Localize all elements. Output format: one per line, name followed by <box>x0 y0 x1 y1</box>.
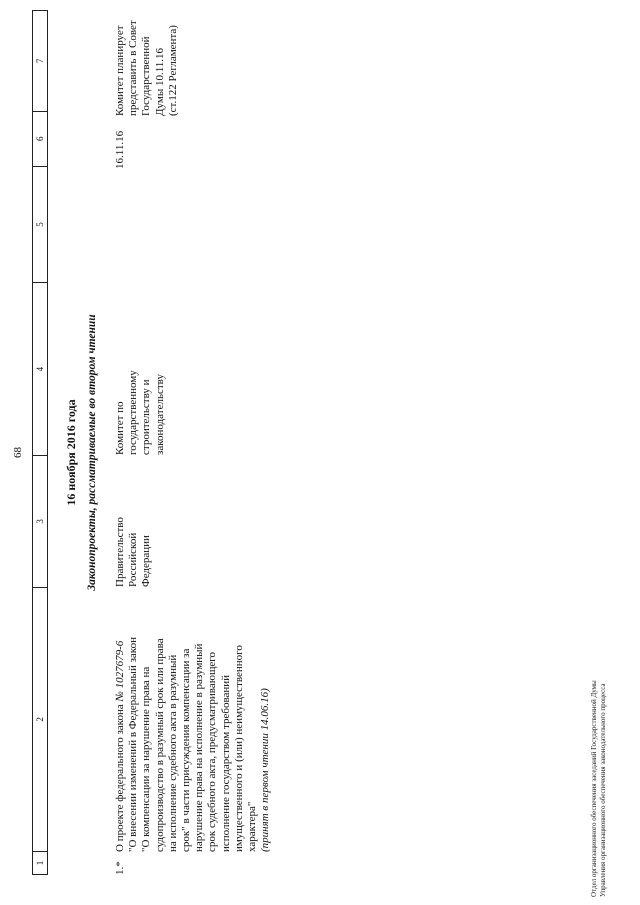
column-header-5: 5 <box>33 166 47 283</box>
remark-line: Комитет планирует <box>114 25 126 116</box>
date-title: 16 ноября 2016 года <box>64 399 78 506</box>
remark-line: Думы 10.11.16 <box>153 47 166 116</box>
remark-line: (ст.122 Регламента) <box>166 25 179 116</box>
committee-line: строительству и <box>140 379 153 455</box>
bill-line: срок" в части присуждения компенсации за <box>180 648 193 852</box>
footer-line: Управления организационного обеспечения законодательного процесса <box>599 683 607 897</box>
committee-line: Комитет по <box>114 401 126 455</box>
submission-date: 16.11.16 <box>114 130 126 169</box>
bill-intro: О проекте федерального закона <box>114 701 126 852</box>
footer <box>590 680 608 897</box>
committee-remark <box>114 8 180 116</box>
first-reading-note: (принят в первом чтении 14.06.16) <box>259 688 272 852</box>
bill-line: имущественного и (или) неимущественного <box>232 645 245 852</box>
initiator-line: Российской <box>127 532 140 587</box>
footer-line: Отдел организационного обеспечения заседаний Государственной Думы <box>590 680 598 897</box>
row-number: 1.* <box>114 861 126 875</box>
bill-number: № 1027679-6 <box>114 640 126 702</box>
remark-line: представить в Совет <box>127 20 140 116</box>
column-header-7: 7 <box>35 58 45 64</box>
column-header-4: 4 <box>33 282 47 455</box>
bill-line: характера" <box>246 801 259 852</box>
bill-line: "О компенсации за нарушение права на <box>140 666 153 852</box>
initiator <box>114 457 154 587</box>
bill-line: на исполнение судебного акта в разумный <box>166 654 179 852</box>
bill-line: нарушение права на исполнение в разумный <box>193 643 206 852</box>
remark-line: Государственной <box>140 36 153 116</box>
bill-first-line <box>114 587 127 852</box>
bill-description <box>114 587 272 852</box>
bill-line: срок судебного акта, предусматривающего <box>206 651 219 852</box>
initiator-line: Правительство <box>114 517 126 587</box>
bill-line: исполнение государством требований <box>219 674 232 852</box>
responsible-committee <box>114 285 167 455</box>
bill-line: судопроизводство в разумный срок или права <box>153 638 166 852</box>
page-number: 68 <box>12 447 24 458</box>
column-header-3: 3 <box>33 455 47 587</box>
column-header-1: 1 <box>33 851 47 874</box>
column-header-2: 2 <box>33 587 47 851</box>
section-title: Законопроекты, рассматриваемые во втором чтении <box>86 314 98 591</box>
column-number-header <box>32 10 48 875</box>
column-header-6: 6 <box>33 111 47 166</box>
committee-line: законодательству <box>153 374 166 455</box>
initiator-line: Федерации <box>140 535 153 587</box>
bill-line: "О внесении изменений в Федеральный закон <box>127 637 140 852</box>
committee-line: государственному <box>127 370 140 455</box>
